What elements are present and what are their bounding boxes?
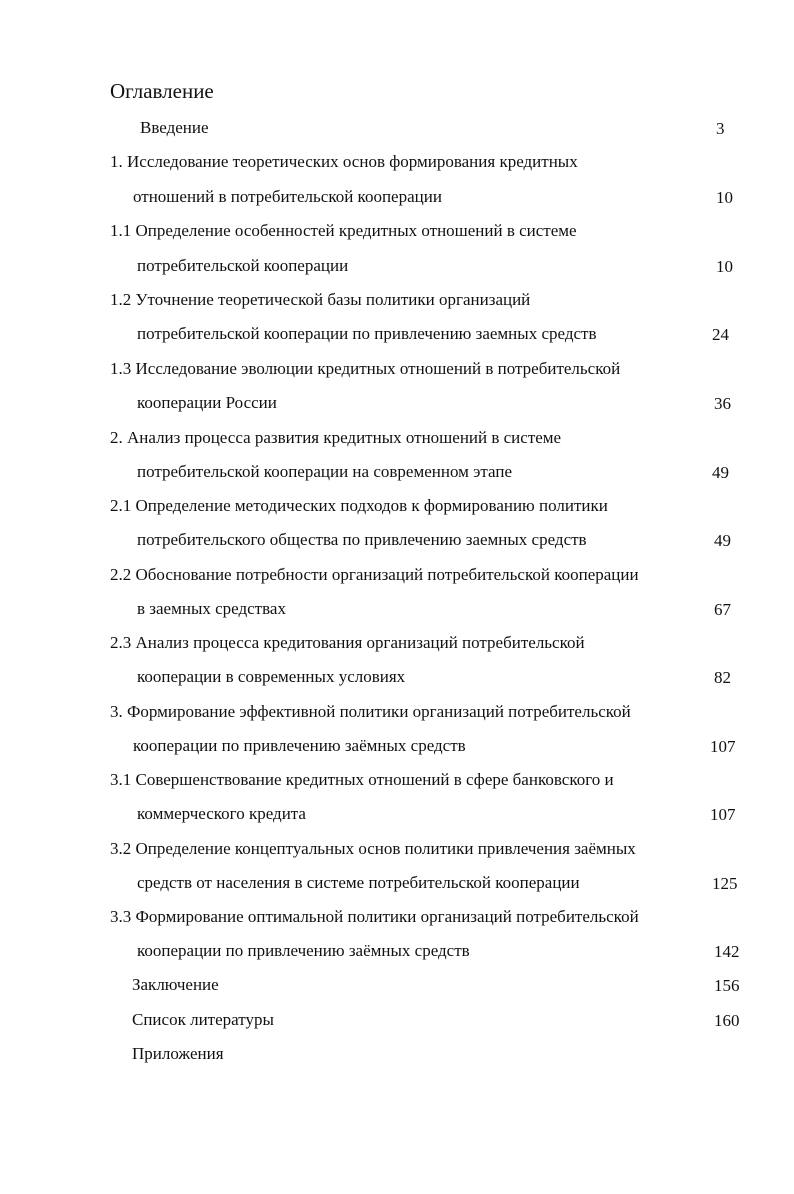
toc-entry-section-3-1-continued: коммерческого кредита — [137, 804, 306, 823]
toc-entry-appendices: Приложения — [132, 1044, 224, 1063]
toc-entry-section-1-3-continued: кооперации России — [137, 393, 277, 412]
toc-entry-section-1-2: 1.2 Уточнение теоретической базы политики организаций — [110, 290, 531, 309]
toc-entry-chapter-3-continued: кооперации по привлечению заёмных средств — [133, 736, 466, 755]
toc-page-number: 67 — [714, 600, 731, 619]
toc-page-number: 82 — [714, 668, 731, 687]
toc-entry-section-3-3: 3.3 Формирование оптимальной политики организаций потребительской — [110, 907, 639, 926]
toc-page-number: 49 — [712, 463, 729, 482]
toc-page-number: 142 — [714, 942, 740, 961]
toc-entry-section-2-3-continued: кооперации в современных условиях — [137, 667, 406, 686]
toc-page-number: 3 — [716, 119, 725, 138]
toc-entry-section-2-3: 2.3 Анализ процесса кредитования организаций потребительской — [110, 633, 585, 652]
toc-page-number: 107 — [710, 805, 736, 824]
toc-page-number: 107 — [710, 737, 736, 756]
toc-page-number: 156 — [714, 976, 740, 995]
toc-title: Оглавление — [110, 79, 214, 103]
toc-entry-chapter-1-continued: отношений в потребительской кооперации — [133, 187, 442, 206]
toc-page-number: 160 — [714, 1011, 740, 1030]
toc-entry-section-2-1: 2.1 Определение методических подходов к формированию политики — [110, 496, 608, 515]
toc-entry-conclusion: Заключение — [132, 975, 219, 994]
toc-entry-section-3-2-continued: средств от населения в системе потребительской кооперации — [137, 873, 580, 892]
toc-entry-chapter-1: 1. Исследование теоретических основ формирования кредитных — [110, 152, 578, 171]
toc-entry-chapter-2: 2. Анализ процесса развития кредитных отношений в системе — [110, 428, 562, 447]
toc-entry-section-3-1: 3.1 Совершенствование кредитных отношений в сфере банковского и — [110, 770, 614, 789]
toc-entry-section-2-1-continued: потребительского общества по привлечению заемных средств — [137, 530, 587, 549]
toc-page-number: 24 — [712, 325, 729, 344]
toc-page-number: 36 — [714, 394, 731, 413]
toc-page-number: 10 — [716, 257, 733, 276]
toc-page-number: 125 — [712, 874, 738, 893]
toc-entry-chapter-3: 3. Формирование эффективной политики организаций потребительской — [110, 702, 631, 721]
toc-entry-section-1-1-continued: потребительской кооперации — [137, 256, 349, 275]
toc-entry-section-3-2: 3.2 Определение концептуальных основ политики привлечения заёмных — [110, 839, 636, 858]
toc-entry-chapter-2-continued: потребительской кооперации на современном этапе — [137, 462, 513, 481]
toc-entry-section-1-2-continued: потребительской кооперации по привлечению заемных средств — [137, 324, 597, 343]
toc-entry-section-2-2: 2.2 Обоснование потребности организаций потребительской кооперации — [110, 565, 639, 584]
toc-page-number: 49 — [714, 531, 731, 550]
toc-entry-section-2-2-continued: в заемных средствах — [137, 599, 286, 618]
toc-entry-introduction: Введение — [140, 118, 209, 137]
toc-entry-bibliography: Список литературы — [132, 1010, 274, 1029]
toc-page-number: 10 — [716, 188, 733, 207]
toc-entry-section-1-1: 1.1 Определение особенностей кредитных отношений в системе — [110, 221, 577, 240]
toc-entry-section-3-3-continued: кооперации по привлечению заёмных средств — [137, 941, 470, 960]
toc-entry-section-1-3: 1.3 Исследование эволюции кредитных отношений в потребительской — [110, 359, 621, 378]
